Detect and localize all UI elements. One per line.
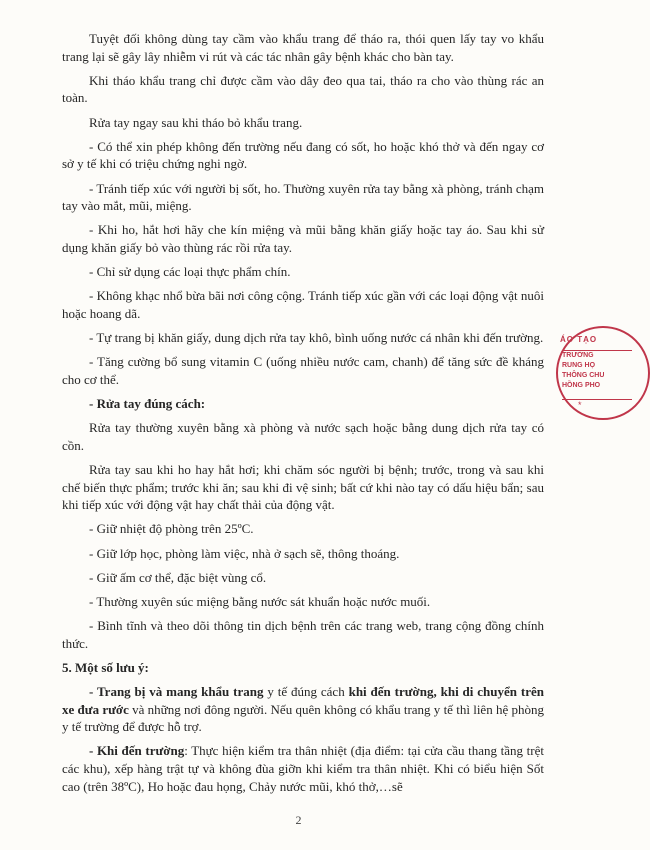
stamp-inner-text xyxy=(562,350,632,400)
stamp-line: HỒNG PHO xyxy=(562,382,601,389)
text-run: : Thực hiện kiểm tra thân nhiệt (địa điểm: tại cửa cầu thang tầng trệt các khu), xếp hàng trật tự và không đùa giỡn khi kiểm tra thân nhiệt. Khi có biểu hiện Sốt cao (trên 38ºC), Ho hoặc đau họng, Chảy nước mũi, khó thở,…sẽ xyxy=(62,743,544,794)
paragraph xyxy=(62,138,544,173)
paragraph xyxy=(62,72,544,107)
paragraph xyxy=(62,569,544,587)
document-body xyxy=(62,30,544,802)
school-seal-stamp xyxy=(556,326,650,420)
paragraph xyxy=(62,461,544,514)
text-run: Rửa tay thường xuyên bằng xà phòng và nước sạch hoặc bằng dung dịch rửa tay có cồn. xyxy=(62,420,544,453)
stamp-line: RUNG HỌ xyxy=(562,362,596,369)
stamp-line: THÔNG CHU xyxy=(562,372,605,379)
text-run: Tuyệt đối không dùng tay cầm vào khẩu trang để tháo ra, thói quen lấy tay vo khẩu trang lại sẽ gây lây nhiễm vi rút và các tác nhân gây bệnh khác cho bàn tay. xyxy=(62,31,544,64)
paragraph xyxy=(62,180,544,215)
text-run: - Giữ lớp học, phòng làm việc, nhà ở sạch sẽ, thông thoáng. xyxy=(89,545,400,561)
text-run: - Không khạc nhổ bừa bãi nơi công cộng. Tránh tiếp xúc gần với các loại động vật nuôi hoặc hoang dã. xyxy=(62,288,544,321)
text-run: - Giữ nhiệt độ phòng trên 25ºC. xyxy=(89,521,254,537)
paragraph xyxy=(62,593,544,611)
text-run: - Có thể xin phép không đến trường nếu đang có sốt, ho hoặc khó thở và đến ngay cơ sở y tế khi có triệu chứng nghi ngờ. xyxy=(62,138,544,172)
paragraph xyxy=(62,683,544,736)
text-run: - Thường xuyên súc miệng bằng nước sát khuẩn hoặc nước muối. xyxy=(89,593,431,609)
text-run: và những nơi đông người. Nếu quên không có khẩu trang y tế thì liên hệ phòng y tế trường để được hỗ trợ. xyxy=(62,701,544,735)
paragraph xyxy=(62,287,544,322)
paragraph xyxy=(62,742,544,795)
text-run: - Bình tĩnh và theo dõi thông tin dịch bệnh trên các trang web, trang cộng đồng chính thức. xyxy=(62,618,544,651)
bold-text: - Khi đến trường xyxy=(89,743,185,759)
bold-text: - Rửa tay đúng cách: xyxy=(89,396,206,412)
bold-text: 5. Một số lưu ý: xyxy=(62,659,149,675)
stamp-line: TRƯỜNG xyxy=(562,352,594,359)
paragraph xyxy=(62,221,544,256)
paragraph xyxy=(62,329,544,347)
paragraph xyxy=(62,545,544,563)
text-run: Khi tháo khẩu trang chỉ được cầm vào dây đeo qua tai, tháo ra cho vào thùng rác an toàn. xyxy=(62,72,544,106)
paragraph xyxy=(62,30,544,65)
text-run: - Tăng cường bổ sung vitamin C (uống nhiều nước cam, chanh) để tăng sức đề kháng cho cơ thể. xyxy=(62,354,544,387)
text-run: - Khi ho, hắt hơi hãy che kín miệng và mũi bằng khăn giấy hoặc tay áo. Sau khi sử dụng khăn giấy bỏ vào thùng rác rồi rửa tay. xyxy=(62,222,544,255)
stamp-star-icon: * xyxy=(578,400,582,410)
bold-text: khi đến trường, khi di chuyển trên xe đưa rước xyxy=(62,684,544,717)
paragraph xyxy=(62,419,544,454)
paragraph xyxy=(62,395,544,413)
section-heading xyxy=(62,659,544,677)
bold-text: - Trang bị và mang khẩu trang xyxy=(89,684,264,700)
text-run: - Tự trang bị khăn giấy, dung dịch rửa tay khô, bình uống nước cá nhân khi đến trường. xyxy=(89,330,544,346)
text-run: y tế đúng cách xyxy=(263,684,349,700)
stamp-ring-text: ÁO TẠO xyxy=(560,335,598,344)
paragraph xyxy=(62,263,544,281)
paragraph xyxy=(62,353,544,388)
paragraph xyxy=(62,114,544,132)
paragraph xyxy=(62,520,544,538)
text-run: - Tránh tiếp xúc với người bị sốt, ho. Thường xuyên rửa tay bằng xà phòng, tránh chạm tay vào mắt, mũi, miệng. xyxy=(62,180,544,214)
paragraph xyxy=(62,617,544,652)
text-run: - Giữ ấm cơ thể, đặc biệt vùng cổ. xyxy=(89,569,267,585)
text-run: Rửa tay sau khi ho hay hắt hơi; khi chăm sóc người bị bệnh; trước, trong và sau khi chế biến thực phẩm; trước khi ăn; sau khi đi vệ sinh; bất cứ khi nào tay có dấu hiệu bẩn; sau khi tiếp xúc với động vật hay chất thải của động vật. xyxy=(62,462,544,513)
text-run: Rửa tay ngay sau khi tháo bỏ khẩu trang. xyxy=(89,114,303,130)
text-run: - Chỉ sử dụng các loại thực phẩm chín. xyxy=(89,264,291,280)
page-number: 2 xyxy=(295,813,302,827)
